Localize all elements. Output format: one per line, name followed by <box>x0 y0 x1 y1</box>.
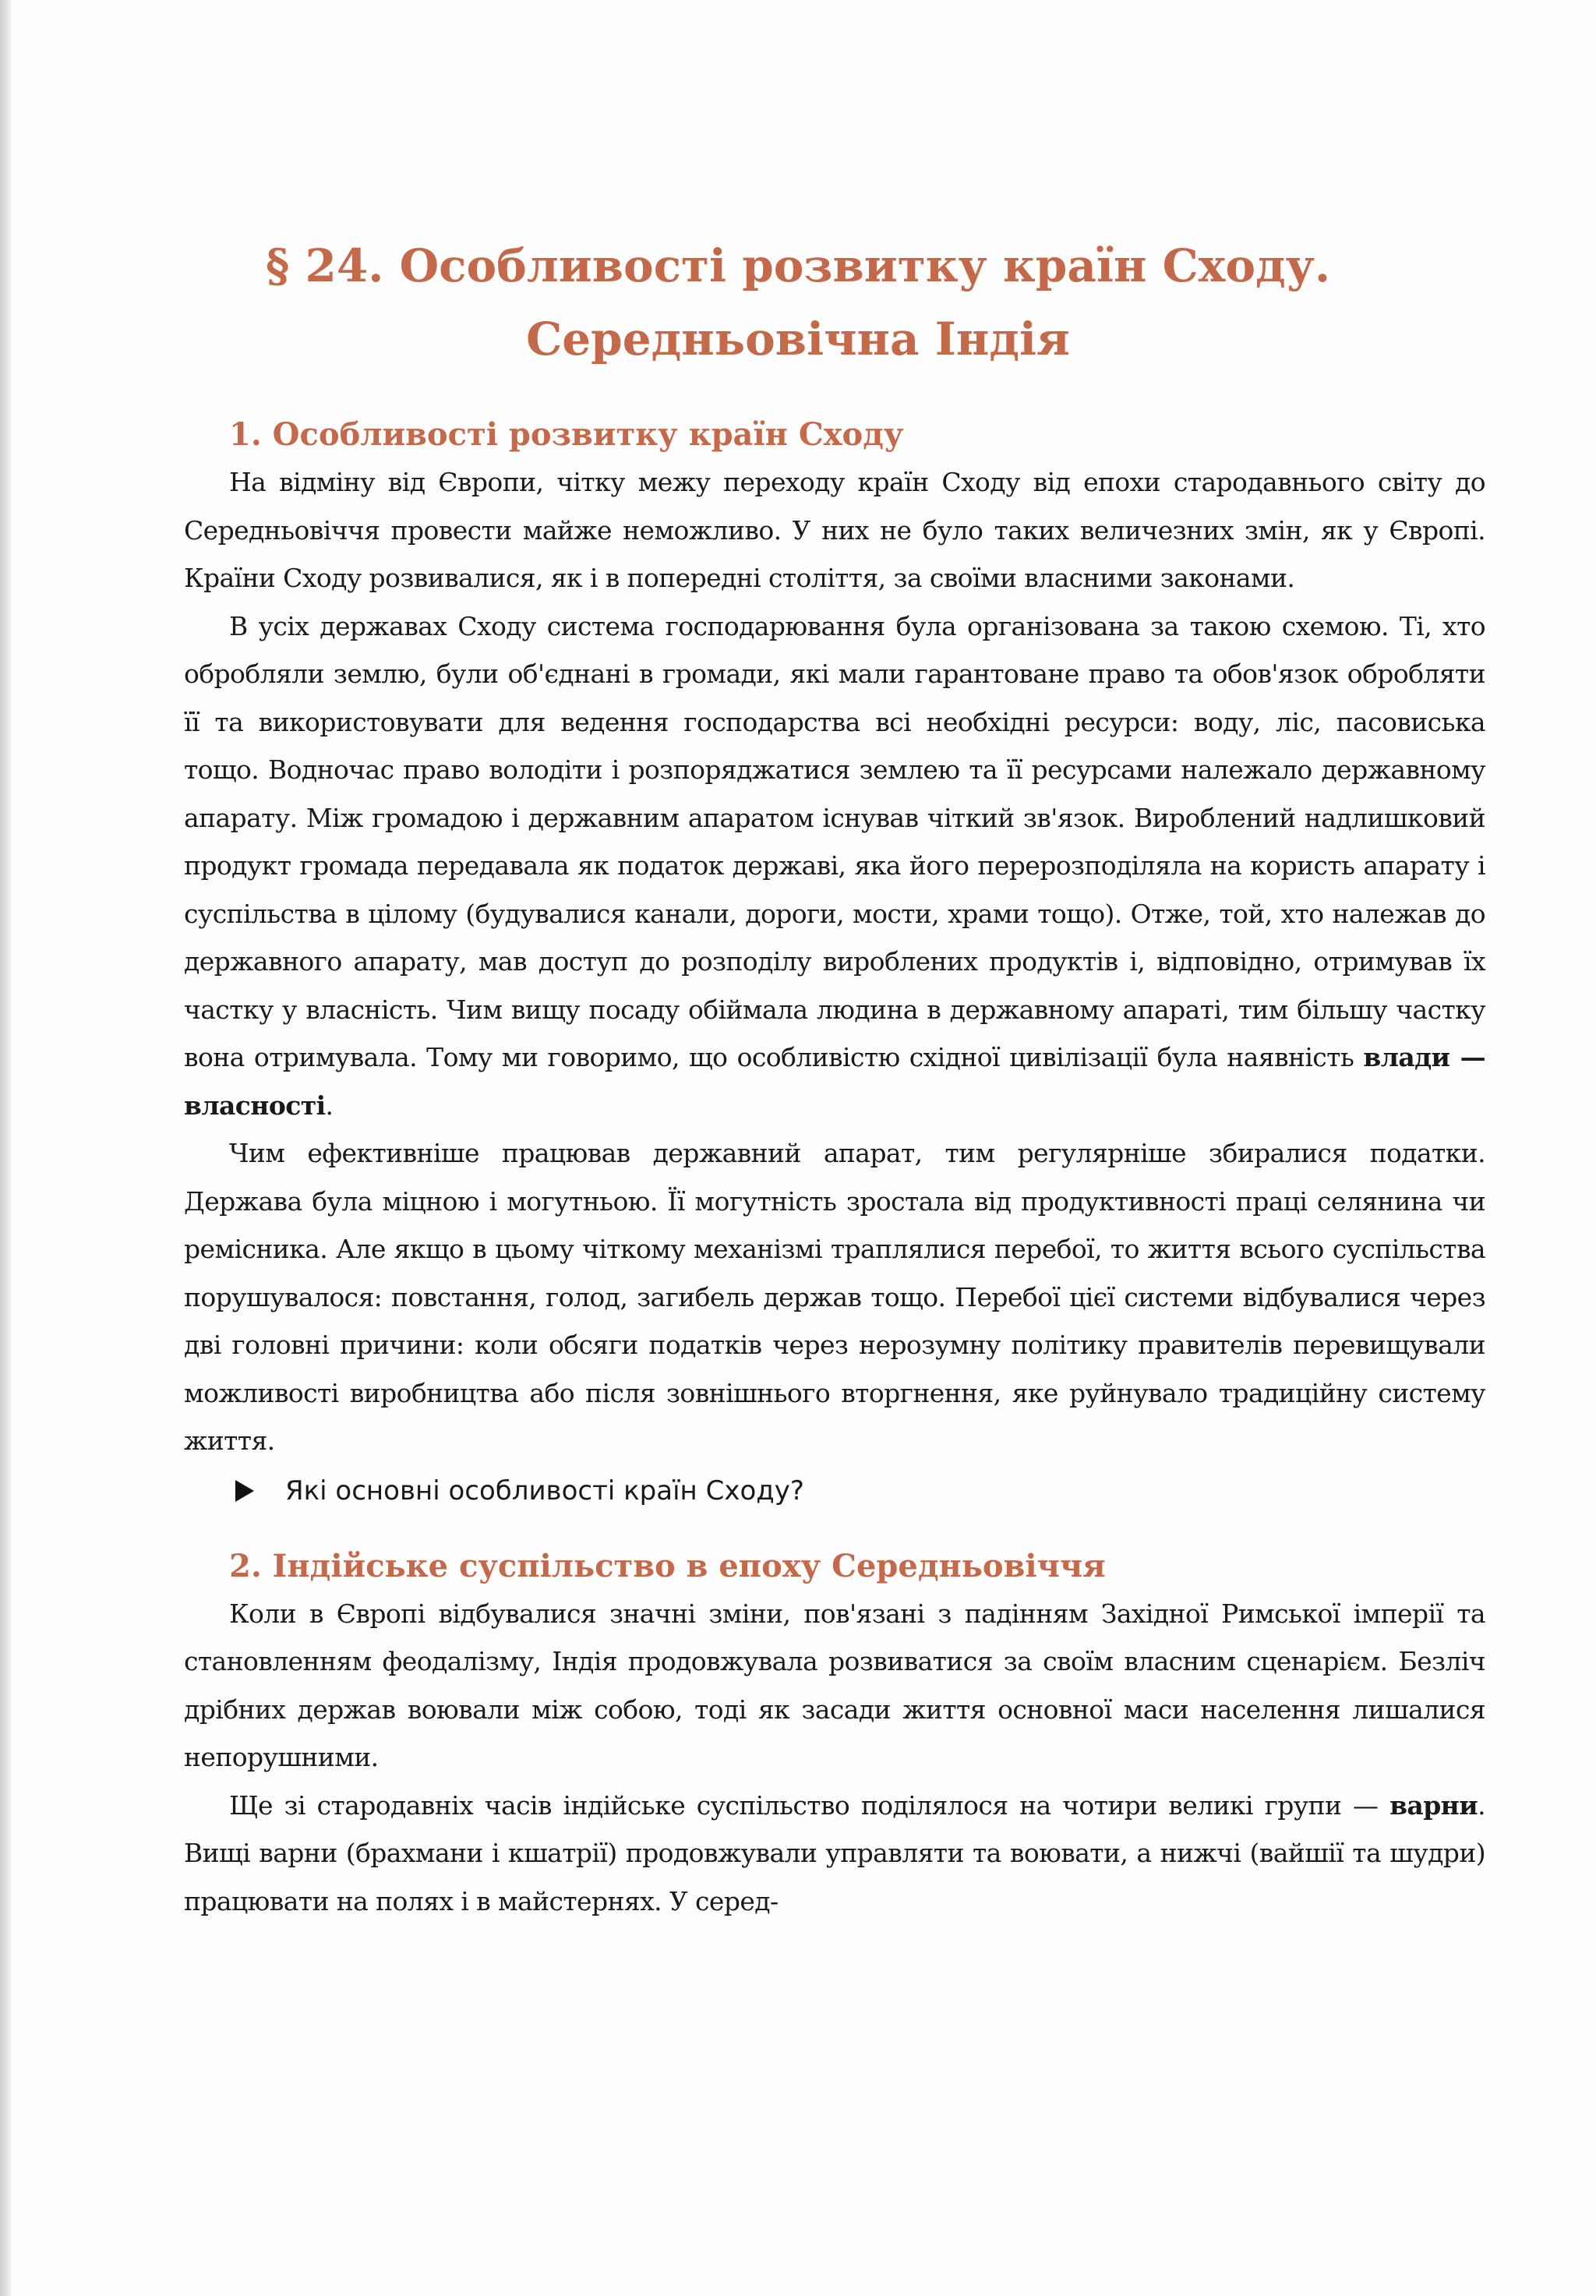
triangle-bullet-icon <box>235 1480 254 1502</box>
section-heading-2: 2. Індійське суспільство в епоху Середньовіччя <box>229 1547 1106 1584</box>
key-term: варни <box>1389 1789 1478 1821</box>
title-line-2: Середньовічна Індія <box>526 312 1070 366</box>
paragraph <box>184 1782 1485 1926</box>
paragraph-text: В усіх державах Сходу система господарювання була організована за такою схемою. Ті, хто обробляли землю, були об'єднані в громади, які мали гарантоване право та обов'язок обробляти її та використовувати для ведення господарства всі необхідні ресурси: воду, ліс, пасовиська тощо. Водночас право володіти і розпоряджатися землею та її ресурсами належало державному апарату. Між громадою і державним апаратом існував чіткий зв'язок. Вироблений надлишковий продукт громада передавала як податок державі, яка його перерозподіляла на користь апарату і суспільства в цілому (будувалися канали, дороги, мости, храми тощо). Отже, той, хто належав до державного апарату, мав доступ до розподілу вироблених продуктів і, відповідно, отримував їх частку у власність. Чим вищу посаду обіймала людина в державному апараті, тим більшу частку вона отримувала. Тому ми говоримо, що особливістю східної цивілізації була наявність <box>184 610 1485 1072</box>
paragraph-text: Ще зі стародавніх часів індійське суспільство поділялося на чотири великі групи — <box>229 1789 1379 1821</box>
review-question <box>235 1465 1485 1517</box>
page-title <box>0 229 1596 376</box>
paragraph <box>184 602 1485 1130</box>
paragraph-end: . <box>325 1090 334 1121</box>
key-term: влади — власності <box>184 1042 1485 1121</box>
paragraph-text: . Вищі варни (брахмани і кшатрії) продовжували управляти та воювати, а нижчі (вайшії та шудри) працювати на полях і в майстернях. У серед- <box>184 1789 1485 1916</box>
title-line-1: § 24. Особливості розвитку країн Сходу. <box>265 238 1331 292</box>
section-heading-1: 1. Особливості розвитку країн Сходу <box>229 416 904 453</box>
paragraph: На відміну від Європи, чітку межу переходу країн Сходу від епохи стародавнього світу до Середньовіччя провести майже неможливо. У них не було таких величезних змін, як у Європі. Країни Сходу розвивалися, як і в попередні століття, за своїми власними законами. <box>184 467 1485 593</box>
paragraph: Чим ефективніше працював державний апарат, тим регулярніше збиралися податки. Держава була міцною і могутньою. Її могутність зростала від продуктивності праці селянина чи ремісника. Але якщо в цьому чіткому механізмі траплялися перебої, то життя всього суспільства порушувалося: повстання, голод, загибель держав тощо. Перебої цієї системи відбувалися через дві головні причини: коли обсяги податків через нерозумну політику правителів перевищували можливості виробництва або після зовнішнього вторгнення, яке руйнувало традиційну систему життя. <box>184 1138 1485 1456</box>
paragraph: Коли в Європі відбувалися значні зміни, пов'язані з падінням Західної Римської імперії та становленням феодалізму, Індія продовжувала розвиватися за своїм власним сценарієм. Безліч дрібних держав воювали між собою, тоді як засади життя основної маси населення лишалися непорушними. <box>184 1598 1485 1772</box>
main-content <box>184 412 1485 1925</box>
question-text: Які основні особливості країн Сходу? <box>285 1475 804 1507</box>
